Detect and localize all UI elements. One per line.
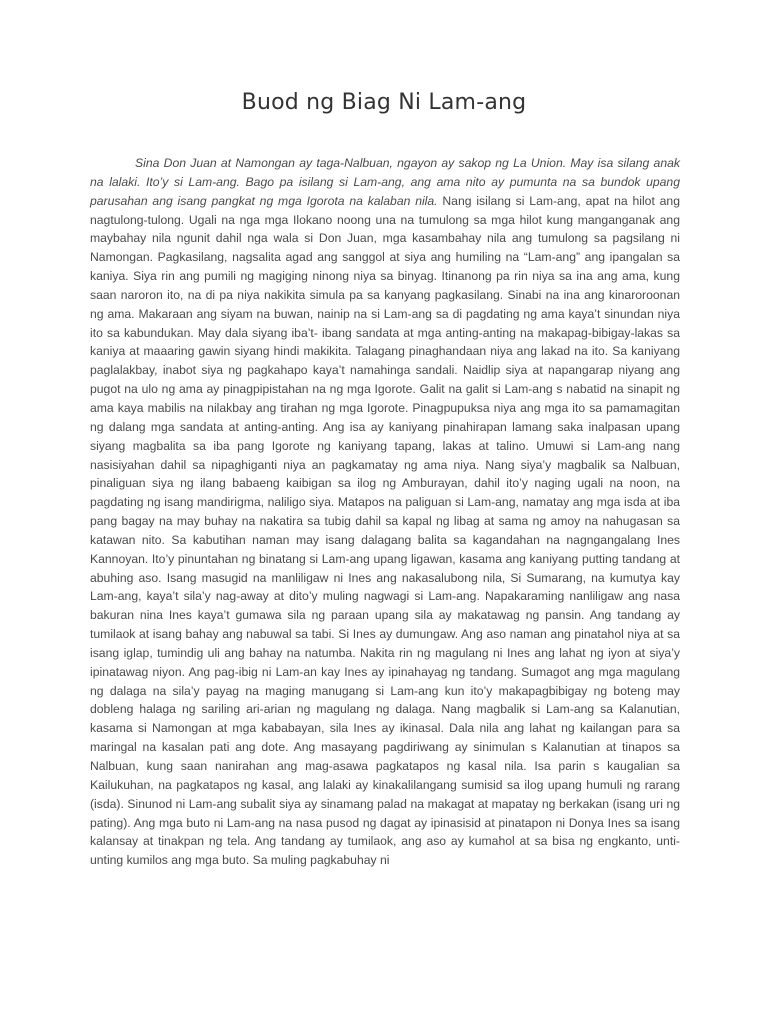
body-paragraph <box>90 154 680 870</box>
body-text: Nang isilang si Lam-ang, apat na hilot ang nagtulong-tulong. Ugali na nga mga Ilokano noong una na tumulong sa mga hilot kung manganganak ang maybahay nila ngunit dahil nga wala si Don Juan, mga kasambahay nila ang tumulong sa pagsilang ni Namongan. Pagkasilang, nagsalita agad ang sanggol at siya ang humiling na “Lam-ang” ang ipangalan sa kaniya. Siya rin ang pumili ng magiging ninong niya sa binyag. Itinanong pa rin niya sa ina ang ama, kung saan naroron ito, na di pa niya nakikita simula pa sa kanyang pagkasilang. Sinabi na ina ang kinaroroonan ng ama. Makaraan ang siyam na buwan, nainip na si Lam-ang sa di pagdating ng ama kaya’t sinundan niya ito sa kabundukan. May dala siyang iba’t- ibang sandata at mga anting-anting na makapag-bibigay-lakas sa kaniya at maaaring gawin siyang hindi makikita. Talagang pinaghandaan niya ang lakad na ito. Sa kaniyang paglalakbay, inabot siya ng pagkahapo kaya’t namahinga sandali. Naidlip siya at napangarap niyang ang pugot na ulo ng ama ay pinagpipistahan na ng mga Igorote. Galit na galit si Lam-ang s nabatid na sinapit ng ama kaya mabilis na nilakbay ang tirahan ng mga Igorote. Pinagpupuksa niya ang mga ito sa pamamagitan ng dalang mga sandata at anting-anting. Ang isa ay kaniyang pinahirapan lamang saka inalpasan upang siyang magbalita sa iba pang Igorote ng kaniyang tapang, lakas at talino. Umuwi si Lam-ang nang nasisiyahan dahil sa nipaghiganti niya an pagkamatay ng ama niya. Nang siya’y magbalik sa Nalbuan, pinaliguan siya ng ilang babaeng kaibigan sa ilog ng Amburayan, dahil ito’y naging ugali na noon, na pagdating ng isang mandirigma, naliligo siya. Matapos na paliguan si Lam-ang, namatay ang mga isda at iba pang bagay na may buhay na nakatira sa tubig dahil sa kapal ng libag at sama ng amoy na nahugasan sa katawan nito. Sa kabutihan naman may isang dalagang balita sa kagandahan na nagngangalang Ines Kannoyan. Ito’y pinuntahan ng binatang si Lam-ang upang ligawan, kasama ang kaniyang putting tandang at abuhing aso. Isang masugid na manliligaw ni Ines ang nakasalubong nila, Si Sumarang, na kumutya kay Lam-ang, kaya’t sila’y nag-away at dito’y muling nagwagi si Lam-ang. Napakaraming nanliligaw ang nasa bakuran nina Ines kaya’t gumawa sila ng paraan upang sila ay makatawag ng pansin. Ang tandang ay tumilaok at isang bahay ang nabuwal sa tabi. Si Ines ay dumungaw. Ang aso naman ang pinatahol niya at sa isang iglap, tumindig uli ang bahay na natumba. Nakita rin ng magulang ni Ines ang lahat ng iyon at siya’y ipinatawag niyon. Ang pag-ibig ni Lam-an kay Ines ay ipinahayag ng tandang. Sumagot ang mga magulang ng dalaga na sila’y payag na maging manugang si Lam-ang kun ito’y makapagbibigay ng boteng may dobleng halaga ng sariling ari-arian ng magulang ng dalaga. Nang magbalik si Lam-ang sa Kalanutian, kasama si Namongan at mga kababayan, sila Ines ay ikinasal. Dala nila ang lahat ng kailangan para sa maringal na kasalan pati ang dote. Ang masayang pagdiriwang ay sinimulan s Kalanutian at tinapos sa Nalbuan, kung saan nanirahan ang mag-asawa pagkatapos ng kasal nila. Isa parin s kaugalian sa Kailukuhan, na pagkatapos ng kasal, ang lalaki ay kinakalilangang sumisid sa ilog upang humuli ng rarang (isda). Sinunod ni Lam-ang subalit siya ay sinamang palad na makagat at mapatay ng berkakan (isang uri ng pating). Ang mga buto ni Lam-ang na nasa pusod ng dagat ay ipinasisid at pinatapon ni Donya Ines sa isang kalansay at tinakpan ng tela. Ang tandang ay tumilaok, ang aso ay kumahol at sa bisa ng engkanto, unti-unting kumilos ang mga buto. Sa muling pagkabuhay ni <box>90 193 680 868</box>
page-title: Buod ng Biag Ni Lam-ang <box>241 90 527 115</box>
intro-italic-text: Sina Don Juan at Namongan ay taga-Nalbuan, ngayon ay sakop ng La Union. May isa silang anak na lalaki. Ito’y si Lam-ang. Bago pa isilang si Lam-ang, ang ama nito ay pumunta na sa bundok upang parusahan ang isang pangkat ng mga Igorota na kalaban nila. <box>90 156 680 208</box>
